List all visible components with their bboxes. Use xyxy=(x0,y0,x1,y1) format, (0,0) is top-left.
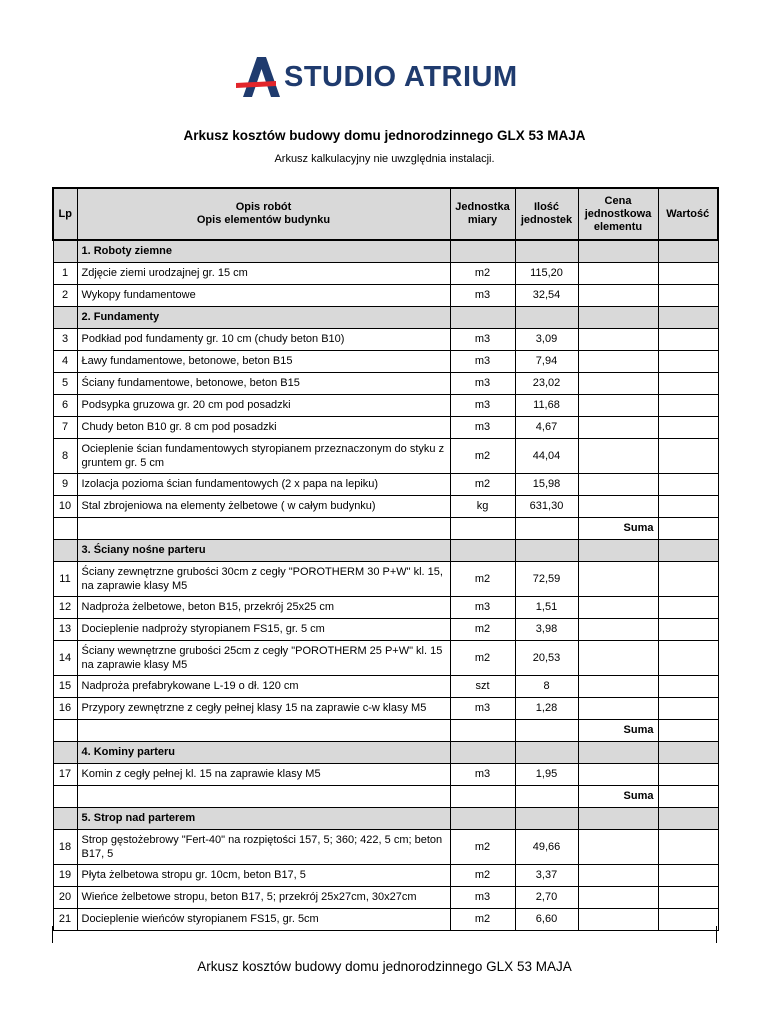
quantity-cell: 4,67 xyxy=(515,416,578,438)
value-cell xyxy=(658,864,718,886)
unit-cell: m3 xyxy=(450,763,515,785)
table-row xyxy=(53,473,718,495)
lp-cell: 12 xyxy=(53,596,77,618)
unit-cell: m3 xyxy=(450,372,515,394)
unit-cell: m3 xyxy=(450,328,515,350)
section-row xyxy=(53,539,718,561)
unit-cell xyxy=(450,741,515,763)
unit-price-cell xyxy=(578,262,658,284)
table-row xyxy=(53,561,718,596)
lp-cell: 17 xyxy=(53,763,77,785)
unit-cell: m3 xyxy=(450,697,515,719)
suma-row xyxy=(53,517,718,539)
lp-cell xyxy=(53,240,77,262)
section-row xyxy=(53,741,718,763)
unit-price-cell xyxy=(578,284,658,306)
table-header-row xyxy=(53,188,718,240)
value-cell xyxy=(658,517,718,539)
lp-cell: 1 xyxy=(53,262,77,284)
header-quantity: Ilość jednostek xyxy=(515,188,578,240)
description-cell xyxy=(77,785,450,807)
value-cell xyxy=(658,495,718,517)
table-row xyxy=(53,864,718,886)
description-cell: Wieńce żelbetowe stropu, beton B17, 5; przekrój 25x27cm, 30x27cm xyxy=(77,886,450,908)
description-cell: Izolacja pozioma ścian fundamentowych (2 x papa na lepiku) xyxy=(77,473,450,495)
section-title: 2. Fundamenty xyxy=(77,306,450,328)
table-row xyxy=(53,495,718,517)
description-cell: Podsypka gruzowa gr. 20 cm pod posadzki xyxy=(77,394,450,416)
value-cell xyxy=(658,785,718,807)
section-title: 5. Strop nad parterem xyxy=(77,807,450,829)
lp-cell: 10 xyxy=(53,495,77,517)
quantity-cell: 6,60 xyxy=(515,908,578,930)
description-cell xyxy=(77,719,450,741)
quantity-cell: 72,59 xyxy=(515,561,578,596)
unit-price-cell xyxy=(578,675,658,697)
quantity-cell: 115,20 xyxy=(515,262,578,284)
description-cell: Strop gęstożebrowy "Fert-40" na rozpiętości 157, 5; 360; 422, 5 cm; beton B17, 5 xyxy=(77,829,450,864)
description-cell: Zdjęcie ziemi urodzajnej gr. 15 cm xyxy=(77,262,450,284)
description-cell: Ławy fundamentowe, betonowe, beton B15 xyxy=(77,350,450,372)
value-cell xyxy=(658,372,718,394)
quantity-cell: 23,02 xyxy=(515,372,578,394)
unit-cell: m2 xyxy=(450,561,515,596)
table-row xyxy=(53,328,718,350)
unit-price-cell xyxy=(578,596,658,618)
description-cell: Ściany fundamentowe, betonowe, beton B15 xyxy=(77,372,450,394)
description-cell: Stal zbrojeniowa na elementy żelbetowe ( w całym budynku) xyxy=(77,495,450,517)
value-cell xyxy=(658,640,718,675)
unit-price-cell xyxy=(578,741,658,763)
table-tail xyxy=(52,926,717,943)
unit-price-cell xyxy=(578,697,658,719)
quantity-cell xyxy=(515,719,578,741)
description-cell: Ściany wewnętrzne grubości 25cm z cegły "POROTHERM 25 P+W" kl. 15 na zaprawie klasy M5 xyxy=(77,640,450,675)
unit-cell: m3 xyxy=(450,596,515,618)
table-row xyxy=(53,618,718,640)
value-cell xyxy=(658,697,718,719)
quantity-cell xyxy=(515,517,578,539)
description-cell: Płyta żelbetowa stropu gr. 10cm, beton B17, 5 xyxy=(77,864,450,886)
unit-cell: szt xyxy=(450,675,515,697)
value-cell xyxy=(658,675,718,697)
table-row xyxy=(53,416,718,438)
value-cell xyxy=(658,561,718,596)
lp-cell xyxy=(53,306,77,328)
header-unit: Jednostka miary xyxy=(450,188,515,240)
lp-cell: 7 xyxy=(53,416,77,438)
unit-cell: m2 xyxy=(450,438,515,473)
quantity-cell xyxy=(515,807,578,829)
unit-price-cell xyxy=(578,864,658,886)
quantity-cell xyxy=(515,306,578,328)
lp-cell: 4 xyxy=(53,350,77,372)
table-row xyxy=(53,829,718,864)
unit-price-cell xyxy=(578,328,658,350)
value-cell xyxy=(658,618,718,640)
unit-cell: m2 xyxy=(450,864,515,886)
quantity-cell: 1,51 xyxy=(515,596,578,618)
table-row xyxy=(53,640,718,675)
unit-price-cell xyxy=(578,473,658,495)
quantity-cell: 49,66 xyxy=(515,829,578,864)
table-row xyxy=(53,763,718,785)
description-cell: Komin z cegły pełnej kl. 15 na zaprawie klasy M5 xyxy=(77,763,450,785)
table-row xyxy=(53,350,718,372)
unit-cell xyxy=(450,240,515,262)
description-cell: Nadproża żelbetowe, beton B15, przekrój 25x25 cm xyxy=(77,596,450,618)
value-cell xyxy=(658,306,718,328)
table-row xyxy=(53,284,718,306)
quantity-cell xyxy=(515,741,578,763)
unit-cell: m2 xyxy=(450,618,515,640)
value-cell xyxy=(658,284,718,306)
unit-price-cell xyxy=(578,829,658,864)
lp-cell: 5 xyxy=(53,372,77,394)
lp-cell: 2 xyxy=(53,284,77,306)
unit-price-cell xyxy=(578,495,658,517)
lp-cell: 13 xyxy=(53,618,77,640)
unit-cell xyxy=(450,517,515,539)
lp-cell: 19 xyxy=(53,864,77,886)
value-cell xyxy=(658,763,718,785)
unit-price-cell xyxy=(578,306,658,328)
header-unit-price: Cena jednostkowa elementu xyxy=(578,188,658,240)
section-row xyxy=(53,807,718,829)
value-cell xyxy=(658,886,718,908)
unit-price-cell xyxy=(578,372,658,394)
table-row xyxy=(53,262,718,284)
unit-cell xyxy=(450,807,515,829)
cost-table xyxy=(52,187,719,931)
table-row xyxy=(53,596,718,618)
suma-row xyxy=(53,785,718,807)
studio-atrium-logo xyxy=(236,55,518,99)
unit-price-cell xyxy=(578,763,658,785)
description-cell: Chudy beton B10 gr. 8 cm pod posadzki xyxy=(77,416,450,438)
description-cell xyxy=(77,517,450,539)
value-cell xyxy=(658,394,718,416)
value-cell xyxy=(658,350,718,372)
unit-price-cell xyxy=(578,416,658,438)
lp-cell: 14 xyxy=(53,640,77,675)
quantity-cell: 1,95 xyxy=(515,763,578,785)
value-cell xyxy=(658,829,718,864)
unit-price-cell xyxy=(578,438,658,473)
unit-price-cell xyxy=(578,394,658,416)
logo-text: STUDIO ATRIUM xyxy=(284,60,518,93)
description-cell: Podkład pod fundamenty gr. 10 cm (chudy beton B10) xyxy=(77,328,450,350)
section-row xyxy=(53,240,718,262)
description-cell: Nadproża prefabrykowane L-19 o dł. 120 cm xyxy=(77,675,450,697)
table-row xyxy=(53,394,718,416)
lp-cell: 6 xyxy=(53,394,77,416)
section-title: 3. Ściany nośne parteru xyxy=(77,539,450,561)
unit-cell: m3 xyxy=(450,886,515,908)
unit-cell: m2 xyxy=(450,908,515,930)
value-cell xyxy=(658,741,718,763)
lp-cell: 18 xyxy=(53,829,77,864)
description-cell: Docieplenie nadproży styropianem FS15, gr. 5 cm xyxy=(77,618,450,640)
unit-cell: m2 xyxy=(450,829,515,864)
unit-price-cell xyxy=(578,350,658,372)
section-title: 4. Kominy parteru xyxy=(77,741,450,763)
value-cell xyxy=(658,328,718,350)
lp-cell: 16 xyxy=(53,697,77,719)
description-cell: Docieplenie wieńców styropianem FS15, gr. 5cm xyxy=(77,908,450,930)
unit-cell: kg xyxy=(450,495,515,517)
unit-price-cell xyxy=(578,886,658,908)
value-cell xyxy=(658,539,718,561)
quantity-cell xyxy=(515,539,578,561)
quantity-cell: 3,98 xyxy=(515,618,578,640)
unit-price-cell xyxy=(578,618,658,640)
value-cell xyxy=(658,719,718,741)
unit-cell: m2 xyxy=(450,262,515,284)
letter-a-triangle-logo-icon xyxy=(236,55,282,99)
quantity-cell: 11,68 xyxy=(515,394,578,416)
unit-cell: m2 xyxy=(450,473,515,495)
suma-row xyxy=(53,719,718,741)
quantity-cell xyxy=(515,240,578,262)
description-cell: Przypory zewnętrzne z cegły pełnej klasy 15 na zaprawie c-w klasy M5 xyxy=(77,697,450,719)
unit-cell: m3 xyxy=(450,284,515,306)
lp-cell: 15 xyxy=(53,675,77,697)
unit-cell: m2 xyxy=(450,640,515,675)
unit-price-cell xyxy=(578,807,658,829)
header-value: Wartość xyxy=(658,188,718,240)
lp-cell: 20 xyxy=(53,886,77,908)
section-title: 1. Roboty ziemne xyxy=(77,240,450,262)
unit-cell: m3 xyxy=(450,350,515,372)
header-lp: Lp xyxy=(53,188,77,240)
quantity-cell: 7,94 xyxy=(515,350,578,372)
header-description: Opis robót Opis elementów budynku xyxy=(77,188,450,240)
unit-price-cell xyxy=(578,240,658,262)
suma-label: Suma xyxy=(578,785,658,807)
unit-cell xyxy=(450,539,515,561)
lp-cell: 8 xyxy=(53,438,77,473)
quantity-cell: 3,09 xyxy=(515,328,578,350)
description-cell: Ściany zewnętrzne grubości 30cm z cegły "POROTHERM 30 P+W" kl. 15, na zaprawie klasy M5 xyxy=(77,561,450,596)
unit-cell xyxy=(450,306,515,328)
quantity-cell: 8 xyxy=(515,675,578,697)
value-cell xyxy=(658,416,718,438)
description-cell: Wykopy fundamentowe xyxy=(77,284,450,306)
unit-cell xyxy=(450,719,515,741)
unit-price-cell xyxy=(578,640,658,675)
quantity-cell: 2,70 xyxy=(515,886,578,908)
page-footer: Arkusz kosztów budowy domu jednorodzinnego GLX 53 MAJA xyxy=(197,959,572,974)
value-cell xyxy=(658,807,718,829)
page-subtitle: Arkusz kalkulacyjny nie uwzględnia instalacji. xyxy=(274,153,495,165)
value-cell xyxy=(658,438,718,473)
unit-price-cell xyxy=(578,539,658,561)
lp-cell xyxy=(53,785,77,807)
table-row xyxy=(53,697,718,719)
value-cell xyxy=(658,240,718,262)
lp-cell: 11 xyxy=(53,561,77,596)
unit-cell: m3 xyxy=(450,416,515,438)
quantity-cell: 32,54 xyxy=(515,284,578,306)
quantity-cell: 20,53 xyxy=(515,640,578,675)
suma-label: Suma xyxy=(578,719,658,741)
value-cell xyxy=(658,596,718,618)
lp-cell xyxy=(53,719,77,741)
value-cell xyxy=(658,262,718,284)
table-row xyxy=(53,886,718,908)
suma-label: Suma xyxy=(578,517,658,539)
quantity-cell xyxy=(515,785,578,807)
unit-cell: m3 xyxy=(450,394,515,416)
quantity-cell: 3,37 xyxy=(515,864,578,886)
table-row xyxy=(53,438,718,473)
quantity-cell: 44,04 xyxy=(515,438,578,473)
lp-cell: 9 xyxy=(53,473,77,495)
lp-cell xyxy=(53,517,77,539)
unit-price-cell xyxy=(578,561,658,596)
unit-cell xyxy=(450,785,515,807)
value-cell xyxy=(658,473,718,495)
table-row xyxy=(53,372,718,394)
lp-cell xyxy=(53,539,77,561)
quantity-cell: 15,98 xyxy=(515,473,578,495)
lp-cell xyxy=(53,807,77,829)
lp-cell: 3 xyxy=(53,328,77,350)
description-cell: Ocieplenie ścian fundamentowych styropianem przeznaczonym do styku z gruntem gr. 5 cm xyxy=(77,438,450,473)
quantity-cell: 631,30 xyxy=(515,495,578,517)
section-row xyxy=(53,306,718,328)
page-title: Arkusz kosztów budowy domu jednorodzinnego GLX 53 MAJA xyxy=(183,128,586,143)
quantity-cell: 1,28 xyxy=(515,697,578,719)
lp-cell xyxy=(53,741,77,763)
lp-cell: 21 xyxy=(53,908,77,930)
table-row xyxy=(53,675,718,697)
